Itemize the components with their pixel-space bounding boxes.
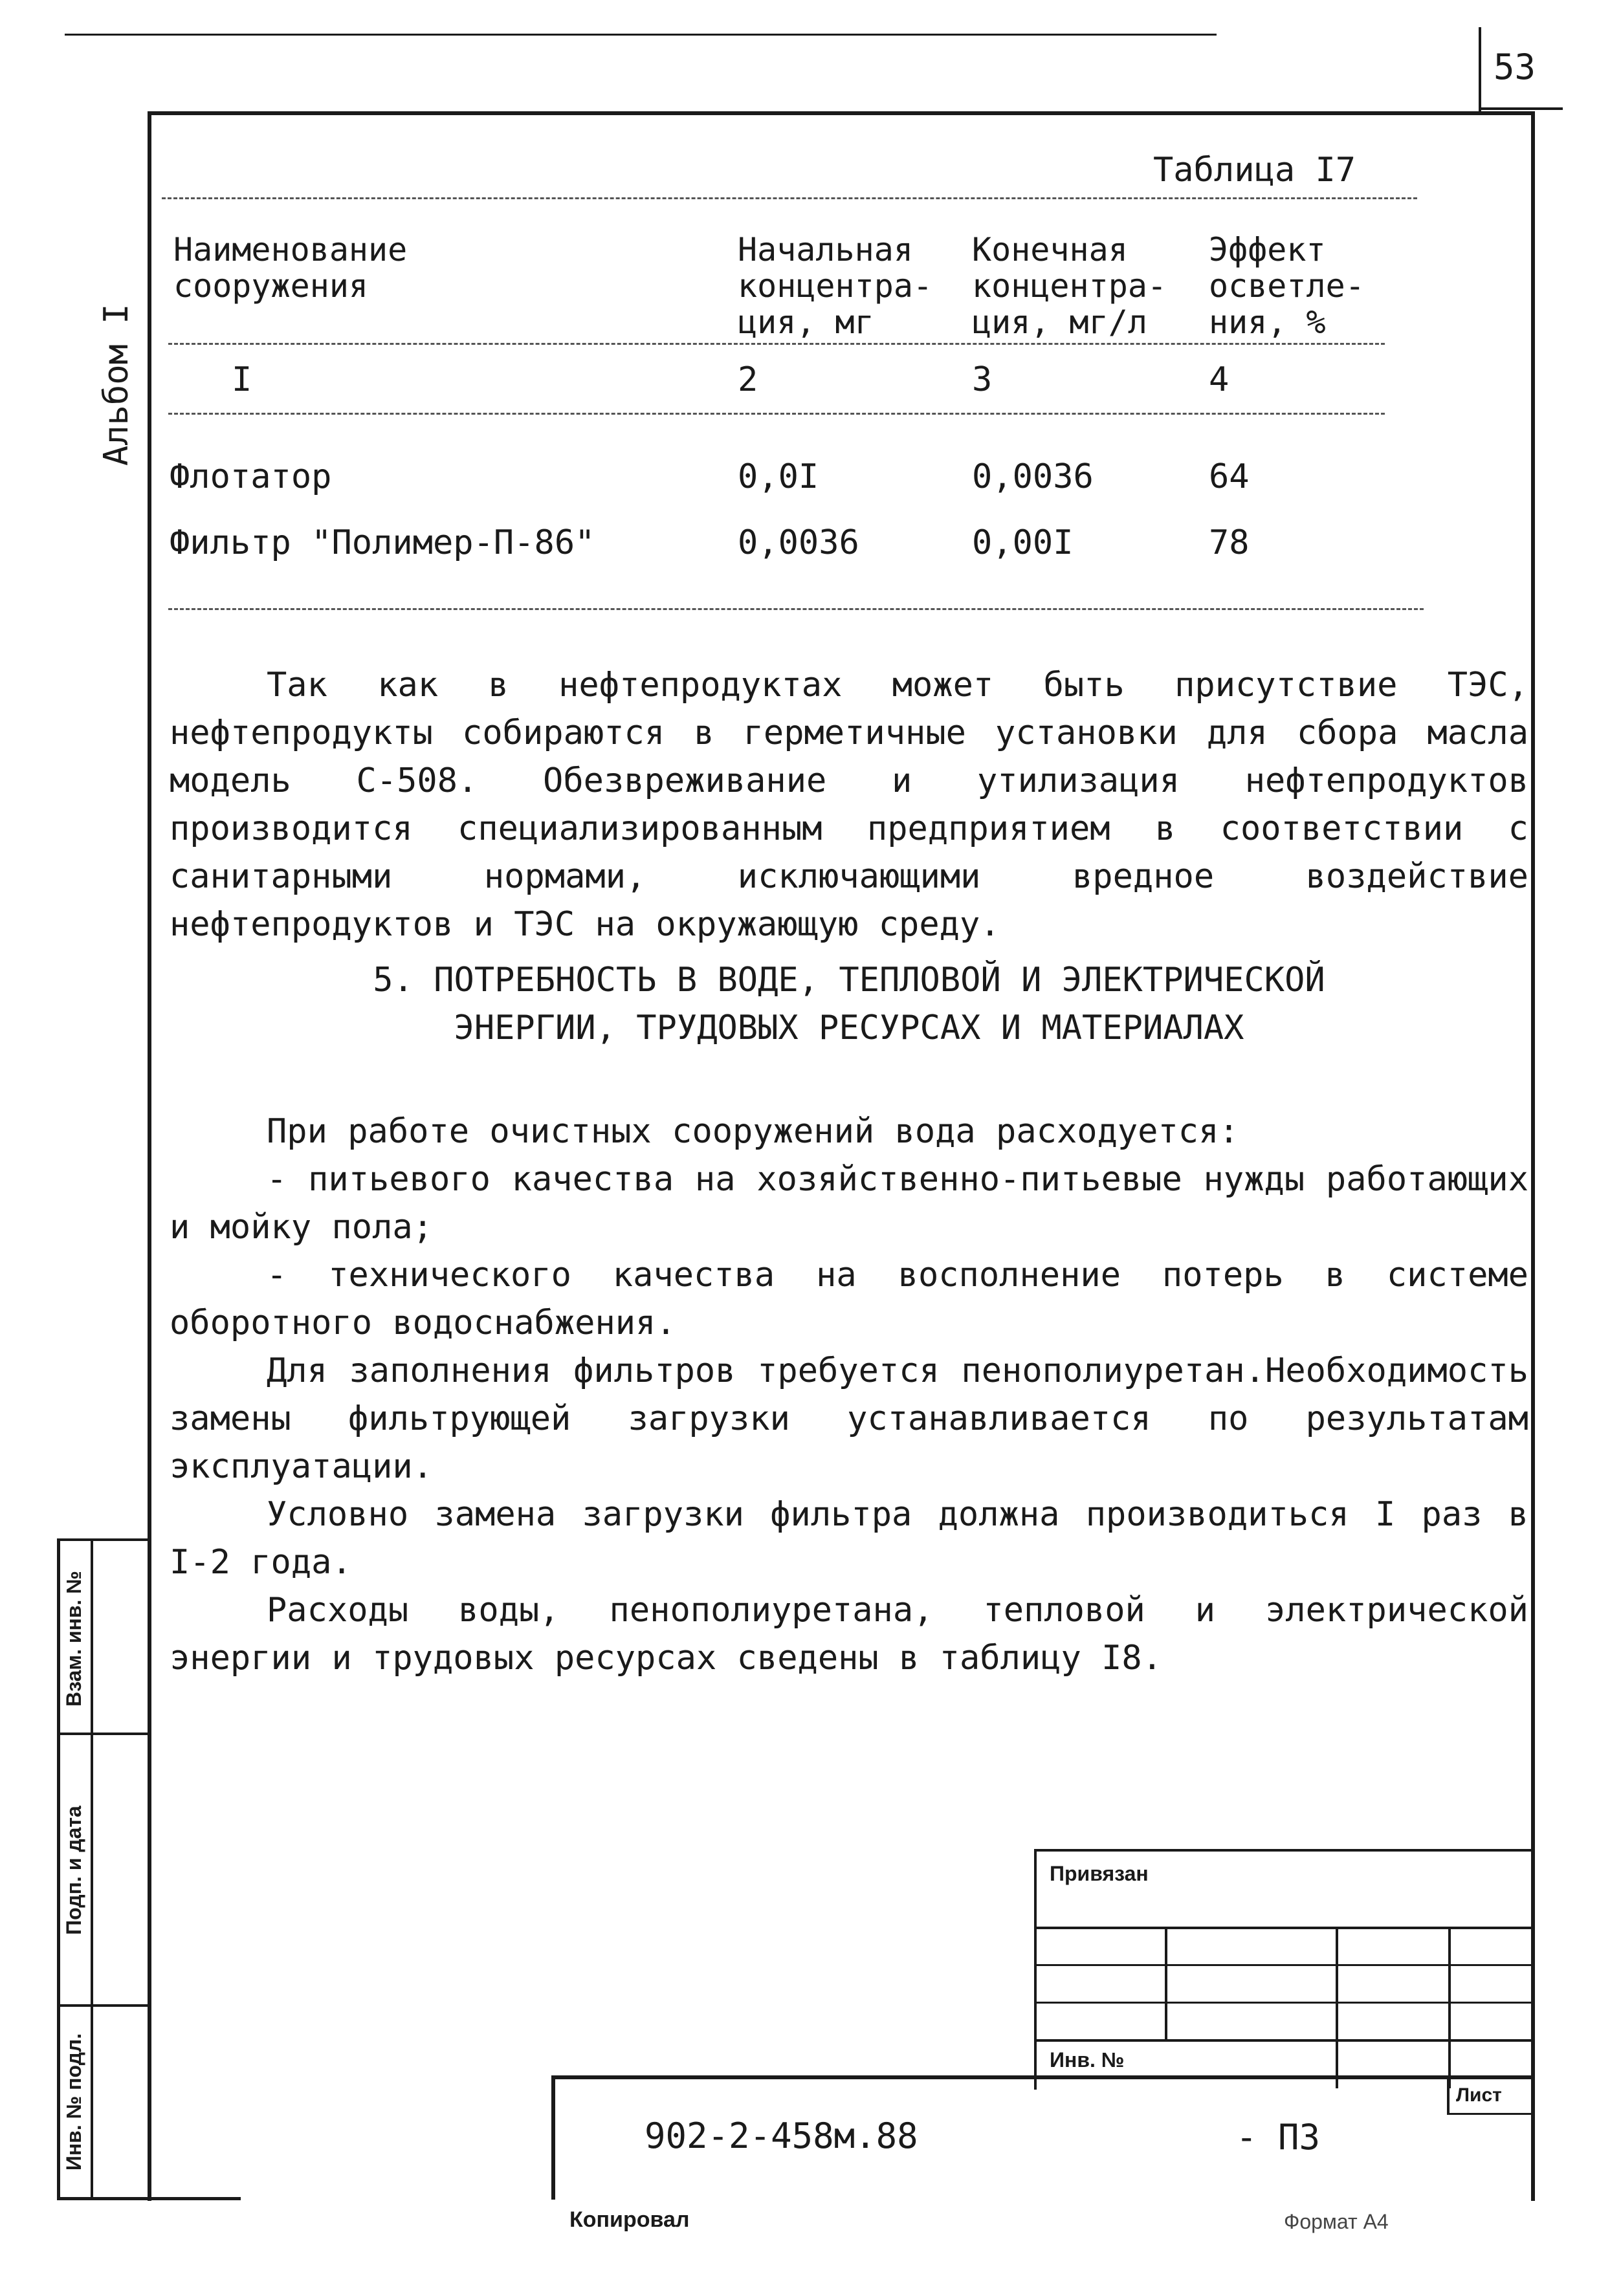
row1-effect: 64 <box>1209 457 1250 496</box>
privyazan-row1 <box>1034 1927 1534 1929</box>
inv-no-label: Инв. № <box>1050 2048 1125 2072</box>
side-label-vzam: Взам. инв. № <box>62 1571 85 1707</box>
col-number-3: 3 <box>972 360 993 399</box>
doc-code: 902-2-458м.88 <box>645 2116 918 2156</box>
sheet-cell-left <box>1447 2075 1450 2114</box>
privyazan-col3 <box>1448 1927 1451 2088</box>
table-bottom-rule <box>168 608 1424 610</box>
paragraph-filter-fill: Для заполнения фильтров требуется пенополиуретан.Необходимость замены фильтрующей загрузки устанавливается по результатам эксплуатации. <box>170 1351 1528 1486</box>
paragraph-drinking-water: - питьевого качества на хозяйственно-питьевые нужды работающих и мойку пола; <box>170 1160 1528 1247</box>
col-number-1: I <box>232 360 252 399</box>
page-number: 53 <box>1494 47 1536 87</box>
section-5-heading-line2: ЭНЕРГИИ, ТРУДОВЫХ РЕСУРСАХ И МАТЕРИАЛАХ <box>454 1009 1244 1047</box>
privyazan-col2 <box>1336 1927 1338 2088</box>
frame-top <box>149 111 1534 115</box>
page-number-box-bottom <box>1479 107 1563 110</box>
privyazan-row2 <box>1034 1964 1534 1966</box>
paragraph-tes: Так как в нефтепродуктах может быть присутствие ТЭС, нефтепродукты собираются в герметичные установки для сбора масла модель С-508. Обезвреживание и утилизация нефтепродуктов производится специализированным предприятием в соответствии с санитарными нормами, исключающими вредное воздействие нефтепродуктов и ТЭС на окружающую среду. <box>170 666 1528 944</box>
col-number-2: 2 <box>738 360 758 399</box>
frame-right <box>1531 111 1535 2201</box>
titleblock-top <box>551 2075 1534 2079</box>
paragraph-filter-replace: Условно замена загрузки фильтра должна производиться I раз в I-2 года. <box>170 1495 1528 1582</box>
table-header-start-conc: Начальная концентра- ция, мг <box>738 231 933 341</box>
row1-name: Флотатор <box>170 457 332 496</box>
row1-end: 0,0036 <box>972 457 1094 496</box>
side-stamp-top <box>57 1538 148 1541</box>
table-header-end-conc: Конечная концентра- ция, мг/л <box>972 231 1167 341</box>
paragraph-water-use: При работе очистных сооружений вода расходуется: <box>267 1112 1239 1151</box>
footer-format: Формат А4 <box>1284 2210 1389 2233</box>
top-rule <box>65 34 1217 36</box>
table-caption: Таблица I7 <box>1153 151 1356 190</box>
paragraph-technical-water: - технического качества на восполнение потерь в системе оборотного водоснабжения. <box>170 1256 1528 1342</box>
privyazan-top <box>1034 1849 1534 1852</box>
privyazan-left <box>1034 1849 1037 2090</box>
row2-name: Фильтр "Полимер-П-86" <box>170 523 595 562</box>
row2-start: 0,0036 <box>738 523 859 562</box>
sheet-label: Лист <box>1456 2084 1502 2106</box>
table-header-effect: Эффект осветле- ния, % <box>1209 231 1365 341</box>
row2-effect: 78 <box>1209 523 1250 562</box>
table-header-rule <box>168 343 1385 345</box>
side-label-podp: Подп. и дата <box>62 1806 85 1935</box>
privyazan-row3 <box>1034 2002 1534 2004</box>
privyazan-col1 <box>1165 1927 1167 2040</box>
side-stamp-mid <box>91 1538 93 2200</box>
privyazan-label: Привязан <box>1050 1862 1149 1885</box>
page-number-box-left <box>1479 27 1481 111</box>
table-header-name: Наименование сооружения <box>173 231 408 305</box>
footer-copied: Копировал <box>569 2207 690 2232</box>
paragraph-summary: Расходы воды, пенополиуретана, тепловой и электрической энергии и трудовых ресурсах сведены в таблицу I8. <box>170 1591 1528 1678</box>
album-label: Альбом I <box>97 303 136 466</box>
row2-end: 0,00I <box>972 523 1074 562</box>
frame-left <box>148 111 151 2201</box>
section-5-heading-line1: 5. ПОТРЕБНОСТЬ В ВОДЕ, ТЕПЛОВОЙ И ЭЛЕКТРИЧЕСКОЙ <box>373 961 1325 1000</box>
side-label-inv-podl: Инв. № подл. <box>62 2033 85 2171</box>
doc-part: - ПЗ <box>1236 2117 1321 2158</box>
col-number-4: 4 <box>1209 360 1230 399</box>
table-top-rule <box>162 197 1417 199</box>
sheet-cell-bottom <box>1447 2113 1534 2115</box>
titleblock-left <box>551 2075 555 2200</box>
table-numbers-rule <box>168 413 1385 415</box>
row1-start: 0,0I <box>738 457 819 496</box>
privyazan-row4 <box>1034 2039 1534 2042</box>
